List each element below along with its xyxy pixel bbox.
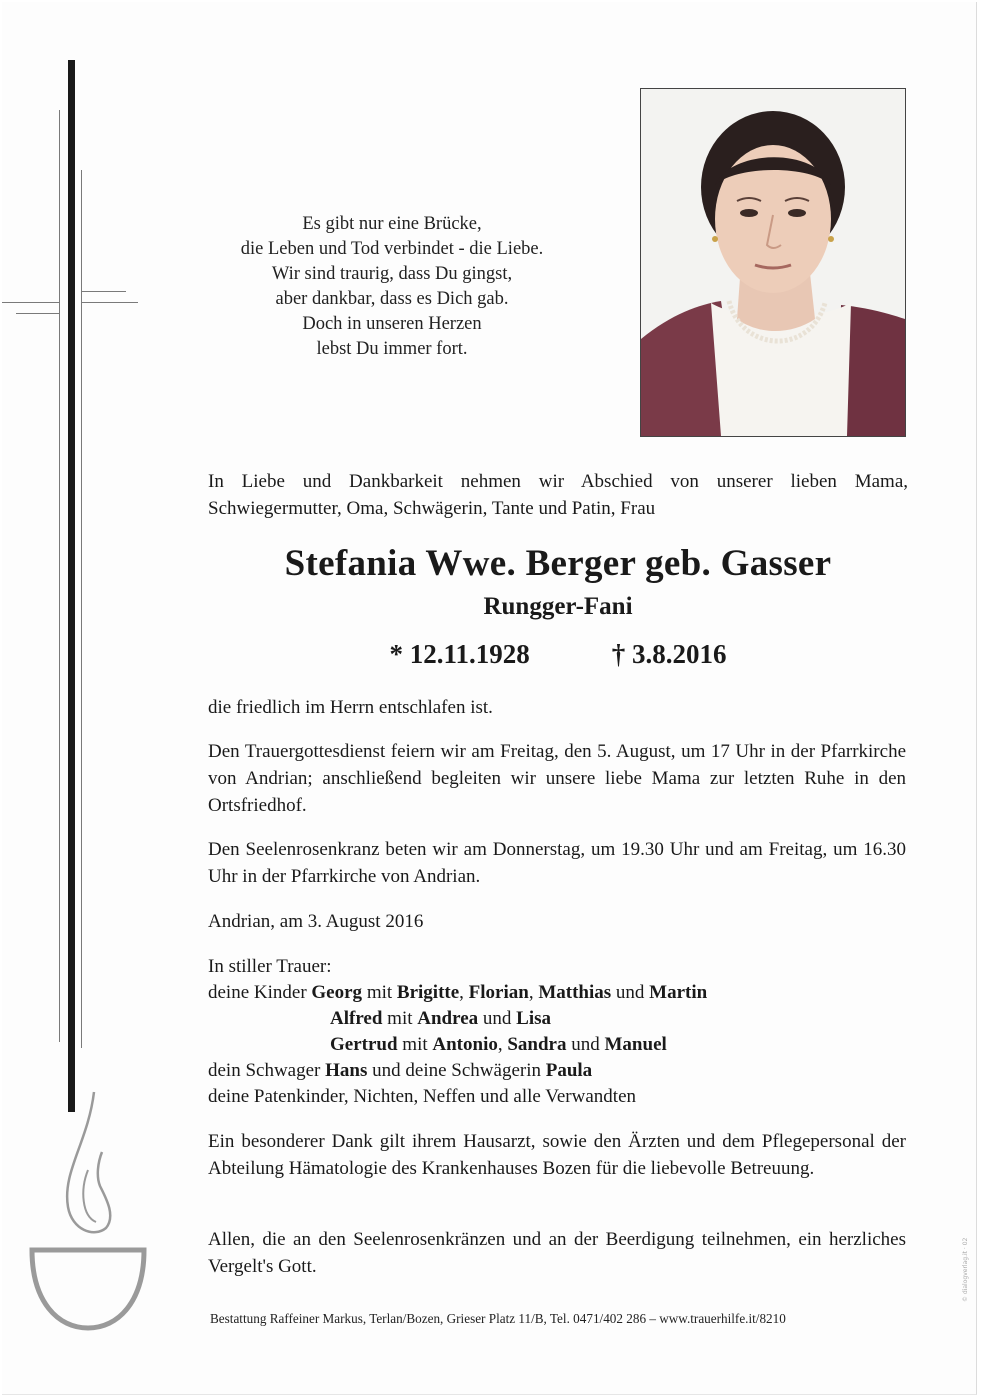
mourners-heading: In stiller Trauer:	[208, 956, 332, 977]
place-date: Andrian, am 3. August 2016	[208, 911, 424, 932]
publisher-mark: © dialogverlag.it · 02	[962, 1237, 969, 1302]
life-dates	[208, 639, 908, 670]
death-date: † 3.8.2016	[611, 639, 727, 669]
mourners-row-relatives: deine Patenkinder, Nichten, Neffen und alle Verwandten	[208, 1086, 637, 1107]
poem-line: lebst Du immer fort.	[316, 339, 468, 359]
funeral-home-footer: Bestattung Raffeiner Markus, Terlan/Bozen, Grieser Platz 11/B, Tel. 0471/402 286 – www.trauerhilfe.it/8210	[210, 1311, 786, 1326]
funeral-service-text: Den Trauergottesdienst feiern wir am Freitag, den 5. August, um 17 Uhr in der Pfarrkirche von Andrian; anschließend begleiten wir unsere liebe Mama zur letzten Ruhe in den Ortsfriedhof.	[208, 741, 906, 816]
poem-line: aber dankbar, dass es Dich gab.	[275, 289, 509, 309]
portrait-photo	[640, 88, 906, 437]
mourners-row-gertrud: Gertrud mit Antonio, Sandra und Manuel	[330, 1034, 667, 1055]
candle-icon	[2, 2, 162, 1342]
poem-line: Es gibt nur eine Brücke,	[302, 214, 482, 234]
mourners-list	[208, 954, 908, 1110]
poem-line: Wir sind traurig, dass Du gingst,	[271, 264, 513, 284]
thanks-text: Ein besonderer Dank gilt ihrem Hausarzt, sowie den Ärzten und dem Pflegepersonal der Abteilung Hämatologie des Krankenhauses Bozen für die liebevolle Betreuung.	[208, 1131, 906, 1179]
mourners-row-inlaws: dein Schwager Hans und deine Schwägerin Paula	[208, 1060, 593, 1081]
poem-line: die Leben und Tod verbindet - die Liebe.	[240, 239, 544, 259]
passed-away-text: die friedlich im Herrn entschlafen ist.	[208, 697, 493, 718]
rosary-text: Den Seelenrosenkranz beten wir am Donnerstag, um 19.30 Uhr und am Freitag, um 16.30 Uhr in der Pfarrkirche von Andrian.	[208, 839, 906, 887]
poem-line: Doch in unseren Herzen	[302, 314, 482, 334]
obituary-sheet	[2, 2, 977, 1395]
birth-date: * 12.11.1928	[389, 639, 530, 669]
poem	[192, 212, 592, 362]
mourners-row-children: deine Kinder Georg mit Brigitte, Florian, Matthias und Martin	[208, 982, 708, 1003]
deceased-name: Stefania Wwe. Berger geb. Gasser	[284, 543, 832, 584]
closing-text: Allen, die an den Seelenrosenkränzen und an der Beerdigung teilnehmen, ein herzliches Vergelt's Gott.	[208, 1229, 906, 1277]
deceased-nickname: Rungger-Fani	[483, 593, 633, 620]
intro-text: In Liebe und Dankbarkeit nehmen wir Abschied von unserer lieben Mama, Schwiegermutter, Oma, Schwägerin, Tante und Patin, Frau	[208, 471, 908, 519]
mourners-row-alfred: Alfred mit Andrea und Lisa	[330, 1008, 552, 1029]
